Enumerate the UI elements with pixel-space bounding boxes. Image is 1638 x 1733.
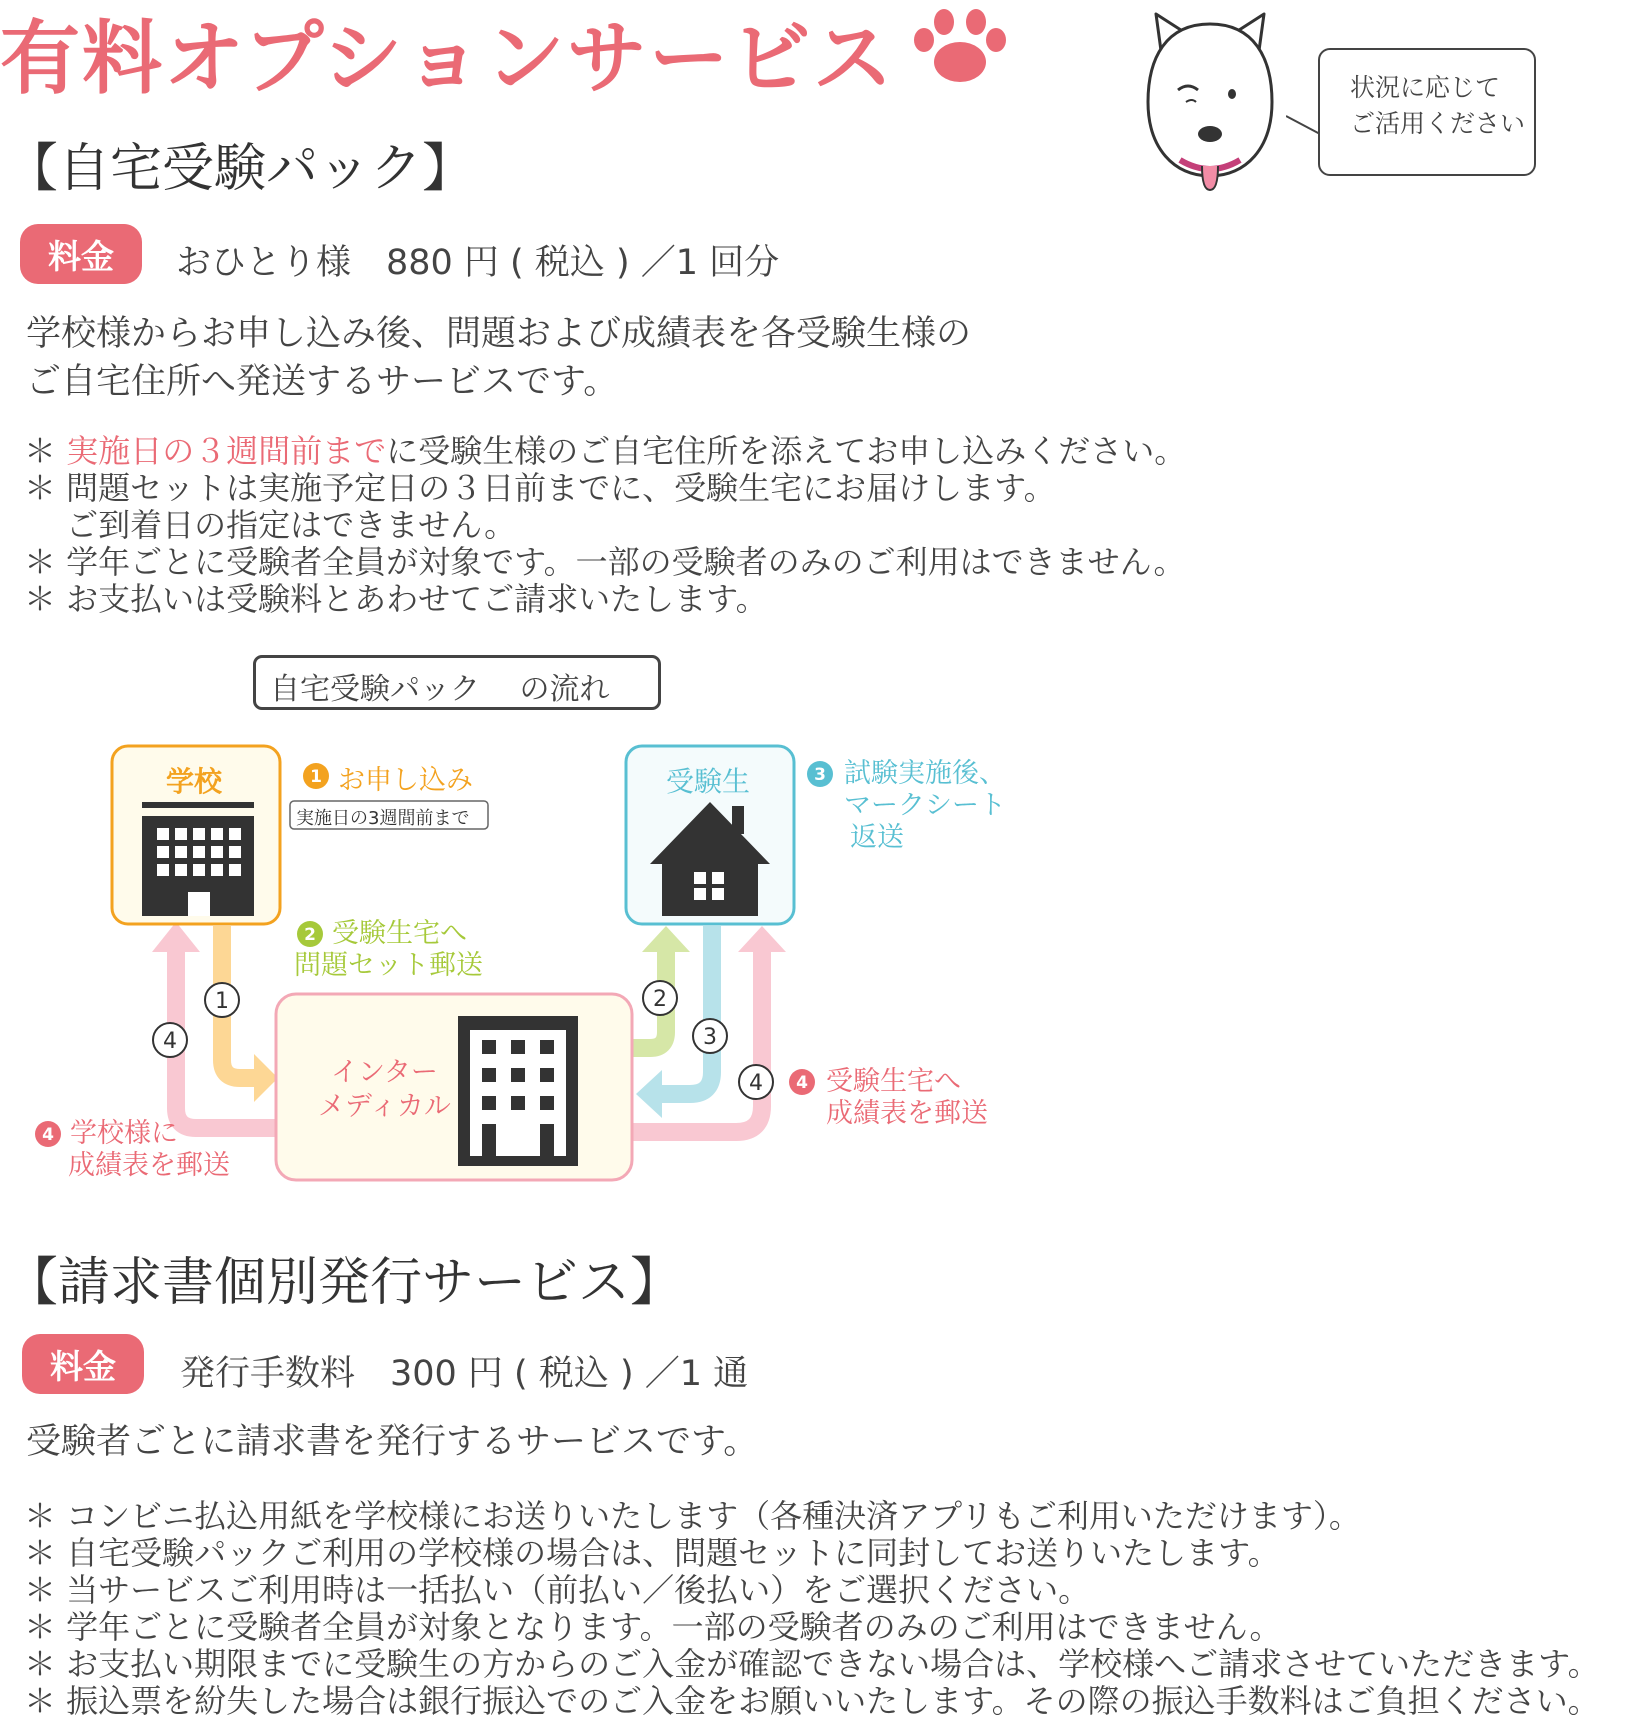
step-circle-3: 3: [703, 1025, 717, 1050]
section1-description: [26, 310, 971, 406]
arrow-right-icon: [254, 1054, 278, 1102]
svg-text:4: 4: [42, 1125, 54, 1145]
arrow-up-icon: [152, 922, 200, 952]
step-circle-1: 1: [215, 989, 229, 1014]
section1-price: おひとり様 880 円 ( 税込 ) ／1 回分: [176, 243, 780, 283]
note-item: ＊ お支払い期限までに受験生の方からのご入金が確認できない場合は、学校様へご請求させていただきます。: [24, 1645, 1600, 1683]
step4-student-label: 受験生宅へ 成績表を郵送: [826, 1066, 988, 1129]
school-label: 学校: [166, 765, 223, 798]
step2-label: 受験生宅へ 問題セット郵送: [294, 918, 483, 981]
section2-price: 発行手数料 300 円 ( 税込 ) ／1 通: [180, 1354, 749, 1394]
fee-badge: 料金: [20, 224, 142, 284]
note-item: ＊ 自宅受験パックご利用の学校様の場合は、問題セットに同封してお送りいたします。: [24, 1534, 1280, 1572]
note-item: ＊ 学年ごとに受験者全員が対象となります。一部の受験者のみのご利用はできません。: [24, 1608, 1282, 1646]
step-circle-2: 2: [653, 987, 667, 1012]
page-title: 有料オプションサービス: [0, 12, 895, 105]
flow-title: 自宅受験パック の流れ: [253, 655, 661, 710]
description-line: 学校様からお申し込み後、問題および成績表を各受験生様の: [26, 314, 972, 354]
svg-text:1: 1: [310, 767, 322, 787]
note-item: ＊ 学年ごとに受験者全員が対象です。一部の受験者のみのご利用はできません。: [24, 543, 1186, 581]
speech-bubble: [1318, 48, 1536, 176]
step4-school-label: 学校様に 成績表を郵送: [68, 1118, 230, 1181]
svg-text:2: 2: [304, 925, 316, 945]
note-item: ご到着日の指定はできません。: [24, 506, 517, 544]
note-item: ＊ 問題セットは実施予定日の３日前までに、受験生宅にお届けします。: [24, 469, 1056, 507]
section2-notes: [24, 1498, 1600, 1720]
arrow-up-icon: [642, 926, 690, 952]
note-item: ＊ お支払いは受験料とあわせてご請求いたします。: [24, 580, 768, 618]
step-circle-4: 4: [163, 1029, 177, 1054]
dog-mascot-icon: [1140, 10, 1280, 200]
section1-notes: [24, 433, 1186, 618]
note-item: ＊ 振込票を紛失した場合は銀行振込でのご入金をお願いいたします。その際の振込手数料はご負担ください。: [24, 1682, 1600, 1720]
section2-heading: 【請求書個別発行サービス】: [6, 1253, 683, 1313]
note-item: ＊ コンビニ払込用紙を学校様にお送りいたします（各種決済アプリもご利用いただけます）。: [24, 1497, 1361, 1535]
step-circle-4: 4: [749, 1071, 763, 1096]
arrow-left-icon: [636, 1070, 662, 1118]
note-item: ＊ 当サービスご利用時は一括払い（前払い／後払い）をご選択ください。: [24, 1571, 1091, 1609]
svg-text:3: 3: [814, 765, 826, 785]
step1-tag: 実施日の3週間前まで: [296, 808, 470, 829]
section1-heading: 【自宅受験パック】: [6, 139, 475, 199]
fee-badge: 料金: [22, 1334, 144, 1394]
arrow-up-icon: [738, 926, 786, 952]
step3-label: 試験実施後、 マークシート 返送: [844, 758, 1006, 853]
description-line: ご自宅住所へ発送するサービスです。: [26, 362, 619, 402]
step1-label: お申し込み: [338, 765, 473, 796]
student-label: 受験生: [666, 765, 751, 798]
paw-icon: [910, 6, 1010, 86]
section2-description: 受験者ごとに請求書を発行するサービスです。: [26, 1422, 759, 1462]
speech-line: 状況に応じて: [1350, 73, 1501, 102]
speech-line: ご活用ください: [1350, 109, 1526, 138]
center-label: インター メディカル: [318, 1057, 451, 1122]
deadline-highlight: 実施日の３週間前まで: [66, 432, 387, 470]
svg-text:4: 4: [796, 1073, 808, 1093]
note-item: ＊ 実施日の３週間前までに受験生様のご自宅住所を添えてお申し込みください。: [24, 432, 1187, 470]
